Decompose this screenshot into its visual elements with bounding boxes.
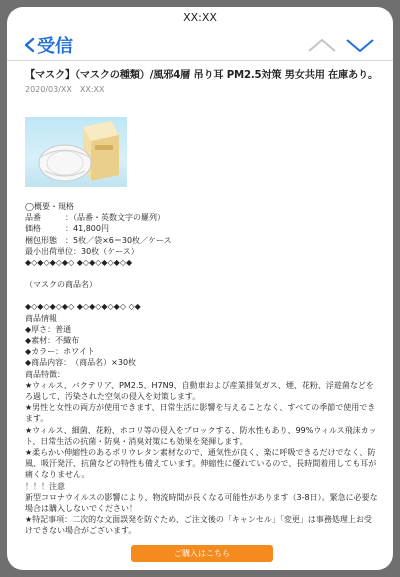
buy-button[interactable]: ご購入はこちら [131,545,273,562]
info-line: ◆商品内容： （商品名）×30枚 [25,358,137,368]
phone-screen [7,7,393,570]
navigation-bar [7,29,393,61]
info-line: ◆厚さ：普通 [25,324,72,334]
divider-diamonds: ◆◇◆◇◆◇◆◇ ◆◇◆◇◆◇◆◇ ◇◆ [25,302,141,312]
message-subject: 【マスク】（マスクの種類）/風邪4層 吊り耳 PM2.5対策 男女共用 在庫あり。 [25,70,378,81]
info-line: ！！！注意 [25,481,65,491]
back-label: 受信 [37,36,73,57]
message-body [25,201,379,537]
spec-heading: ◯概要・規格 [25,202,74,211]
chevron-down-icon [345,35,375,55]
status-time: XX:XX [183,11,217,24]
spec-line: 梱包形態 ：5枚／袋×6＝30枚／ケース [25,235,172,245]
info-line: 新型コロナウイルスの影響により、物流時間が長くなる可能性があります（3-8日）。緊急に必要な場合は購入しないでください！ [25,492,378,514]
info-line: ★男性と女性の両方が使用できます、日常生活に影響を与えることなく、すべての季節で使用できます。 [25,403,376,424]
info-line: ★ウィルス、細菌、花粉、ホコリ等の侵入をブロックする、防水性もあり、99%ウィルス飛沫カット、日常生活の抗菌・防臭・消臭対策にも効果を発揮します。 [25,425,377,446]
spec-line: 品番 ：（品番・英数文字の羅列） [25,213,165,223]
spec-line: 最小出荷単位：30枚（ケース） [25,246,139,256]
info-line: ★ウィルス、バクテリア、PM2.5、H7N9、自動車および産業排気ガス、煙、花粉、浮遊菌などをろ過して、汚染された空気の侵入を対策します。 [25,380,374,402]
message-content [7,61,393,562]
spec-line: 価格 ：41,800円 [25,224,109,234]
info-line: ◆素材：不織布 [25,336,80,346]
next-message-button[interactable] [345,35,375,55]
info-line: ◆カラー：ホワイト [25,347,95,357]
product-image [25,117,127,187]
info-line: ★柔らかい伸縮性のあるポリウレタン素材なので、通気性が良く、楽に呼吸できるだけでなく、防風、吸汗発汗、抗菌などの特性も備えています。伸縮性に優れているので、長時間着用しても耳が痛くなりません。 [25,448,377,480]
product-name: （マスクの商品名） [25,280,97,290]
chevron-up-icon [307,35,337,55]
info-line: ★特記事項：二次的な文面誤発を防ぐため、ご注文後の「キャンセル」「変更」は事務処理上お受けできない場合がございます。 [25,515,372,536]
info-line: 商品特徴： [25,369,65,379]
info-line: 商品情報 [25,313,57,323]
spec-line: ◆◇◆◇◆◇◆◇ ◆◇◆◇◆◇◆◇◆ [25,258,133,268]
message-date: 2020/03/XX XX:XX [25,85,105,94]
chevron-left-icon [23,37,35,53]
previous-message-button[interactable] [307,35,337,55]
back-button[interactable] [23,32,73,58]
